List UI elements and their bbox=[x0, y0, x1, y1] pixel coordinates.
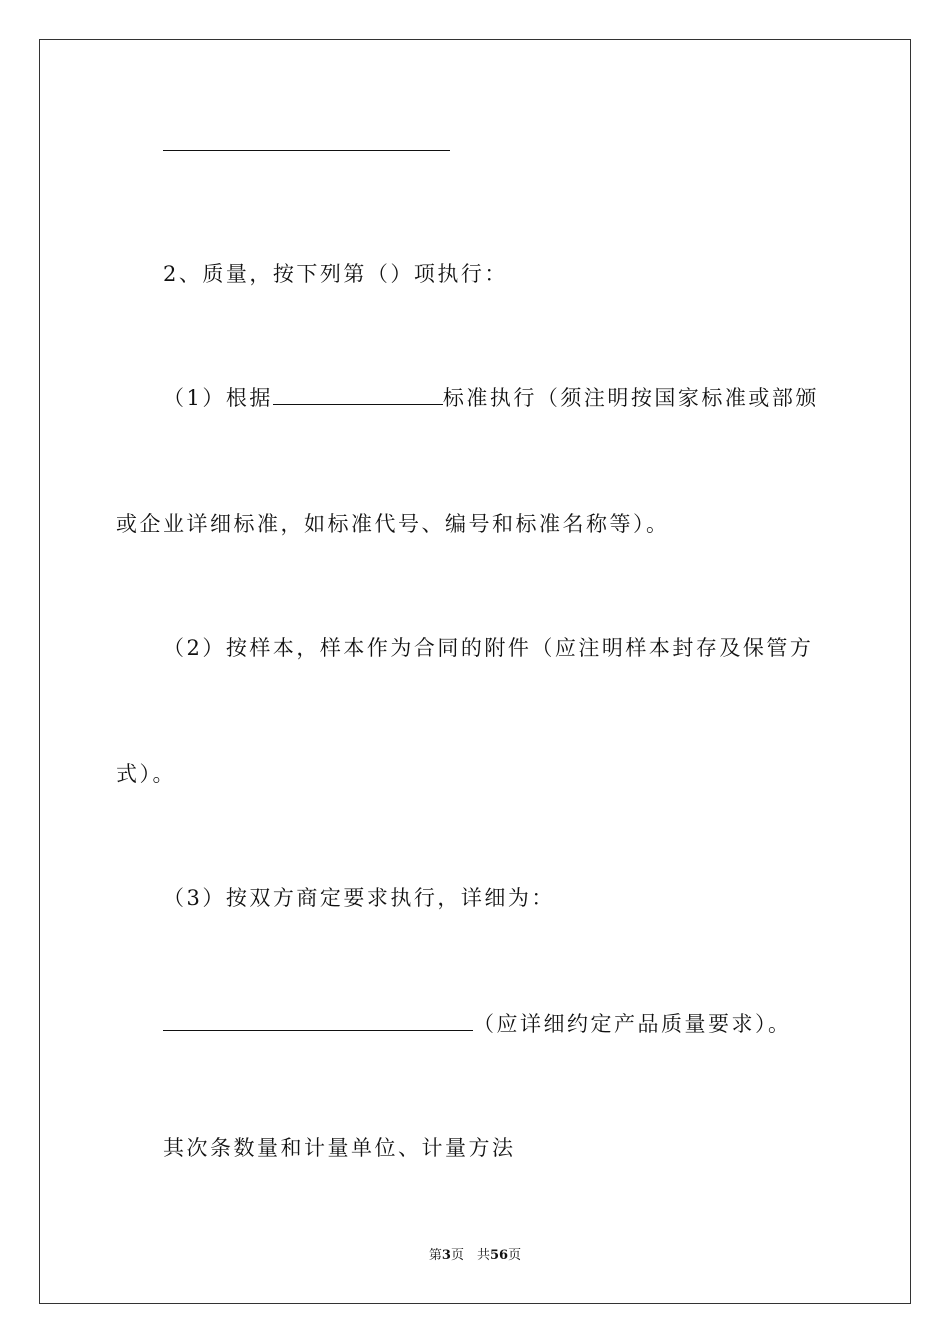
item-1-prefix: （1）根据 bbox=[163, 386, 273, 410]
standard-blank[interactable] bbox=[273, 384, 443, 405]
footer-current-page: 3 bbox=[441, 1248, 451, 1263]
quality-item-1 bbox=[163, 384, 819, 412]
item-1-suffix: 标准执行（须注明按国家标准或部颁 bbox=[442, 386, 819, 410]
footer-page-suffix: 页 bbox=[508, 1248, 522, 1263]
top-blank-line bbox=[163, 130, 450, 158]
page-border bbox=[39, 39, 911, 1304]
quality-requirement-blank[interactable] bbox=[163, 1010, 473, 1031]
quality-item-3: （3）按双方商定要求执行，详细为： bbox=[163, 886, 555, 910]
quality-item-1-continued: 或企业详细标准，如标准代号、编号和标准名称等）。 bbox=[116, 512, 670, 536]
next-section-heading: 其次条数量和计量单位、计量方法 bbox=[163, 1136, 516, 1160]
footer-page-mid: 页 共 bbox=[450, 1248, 490, 1263]
fill-in-blank[interactable] bbox=[163, 130, 450, 151]
clause-2-heading: 2、质量，按下列第（）项执行： bbox=[163, 262, 508, 286]
quality-item-2-continued: 式）。 bbox=[116, 762, 176, 786]
footer-page-prefix: 第 bbox=[428, 1248, 442, 1263]
page-footer bbox=[0, 1248, 950, 1264]
footer-total-pages: 56 bbox=[489, 1248, 509, 1263]
quality-item-2: （2）按样本，样本作为合同的附件（应注明样本封存及保管方 bbox=[163, 636, 814, 660]
item-3-suffix: （应详细约定产品质量要求）。 bbox=[473, 1012, 792, 1036]
quality-item-3-detail bbox=[163, 1010, 792, 1038]
